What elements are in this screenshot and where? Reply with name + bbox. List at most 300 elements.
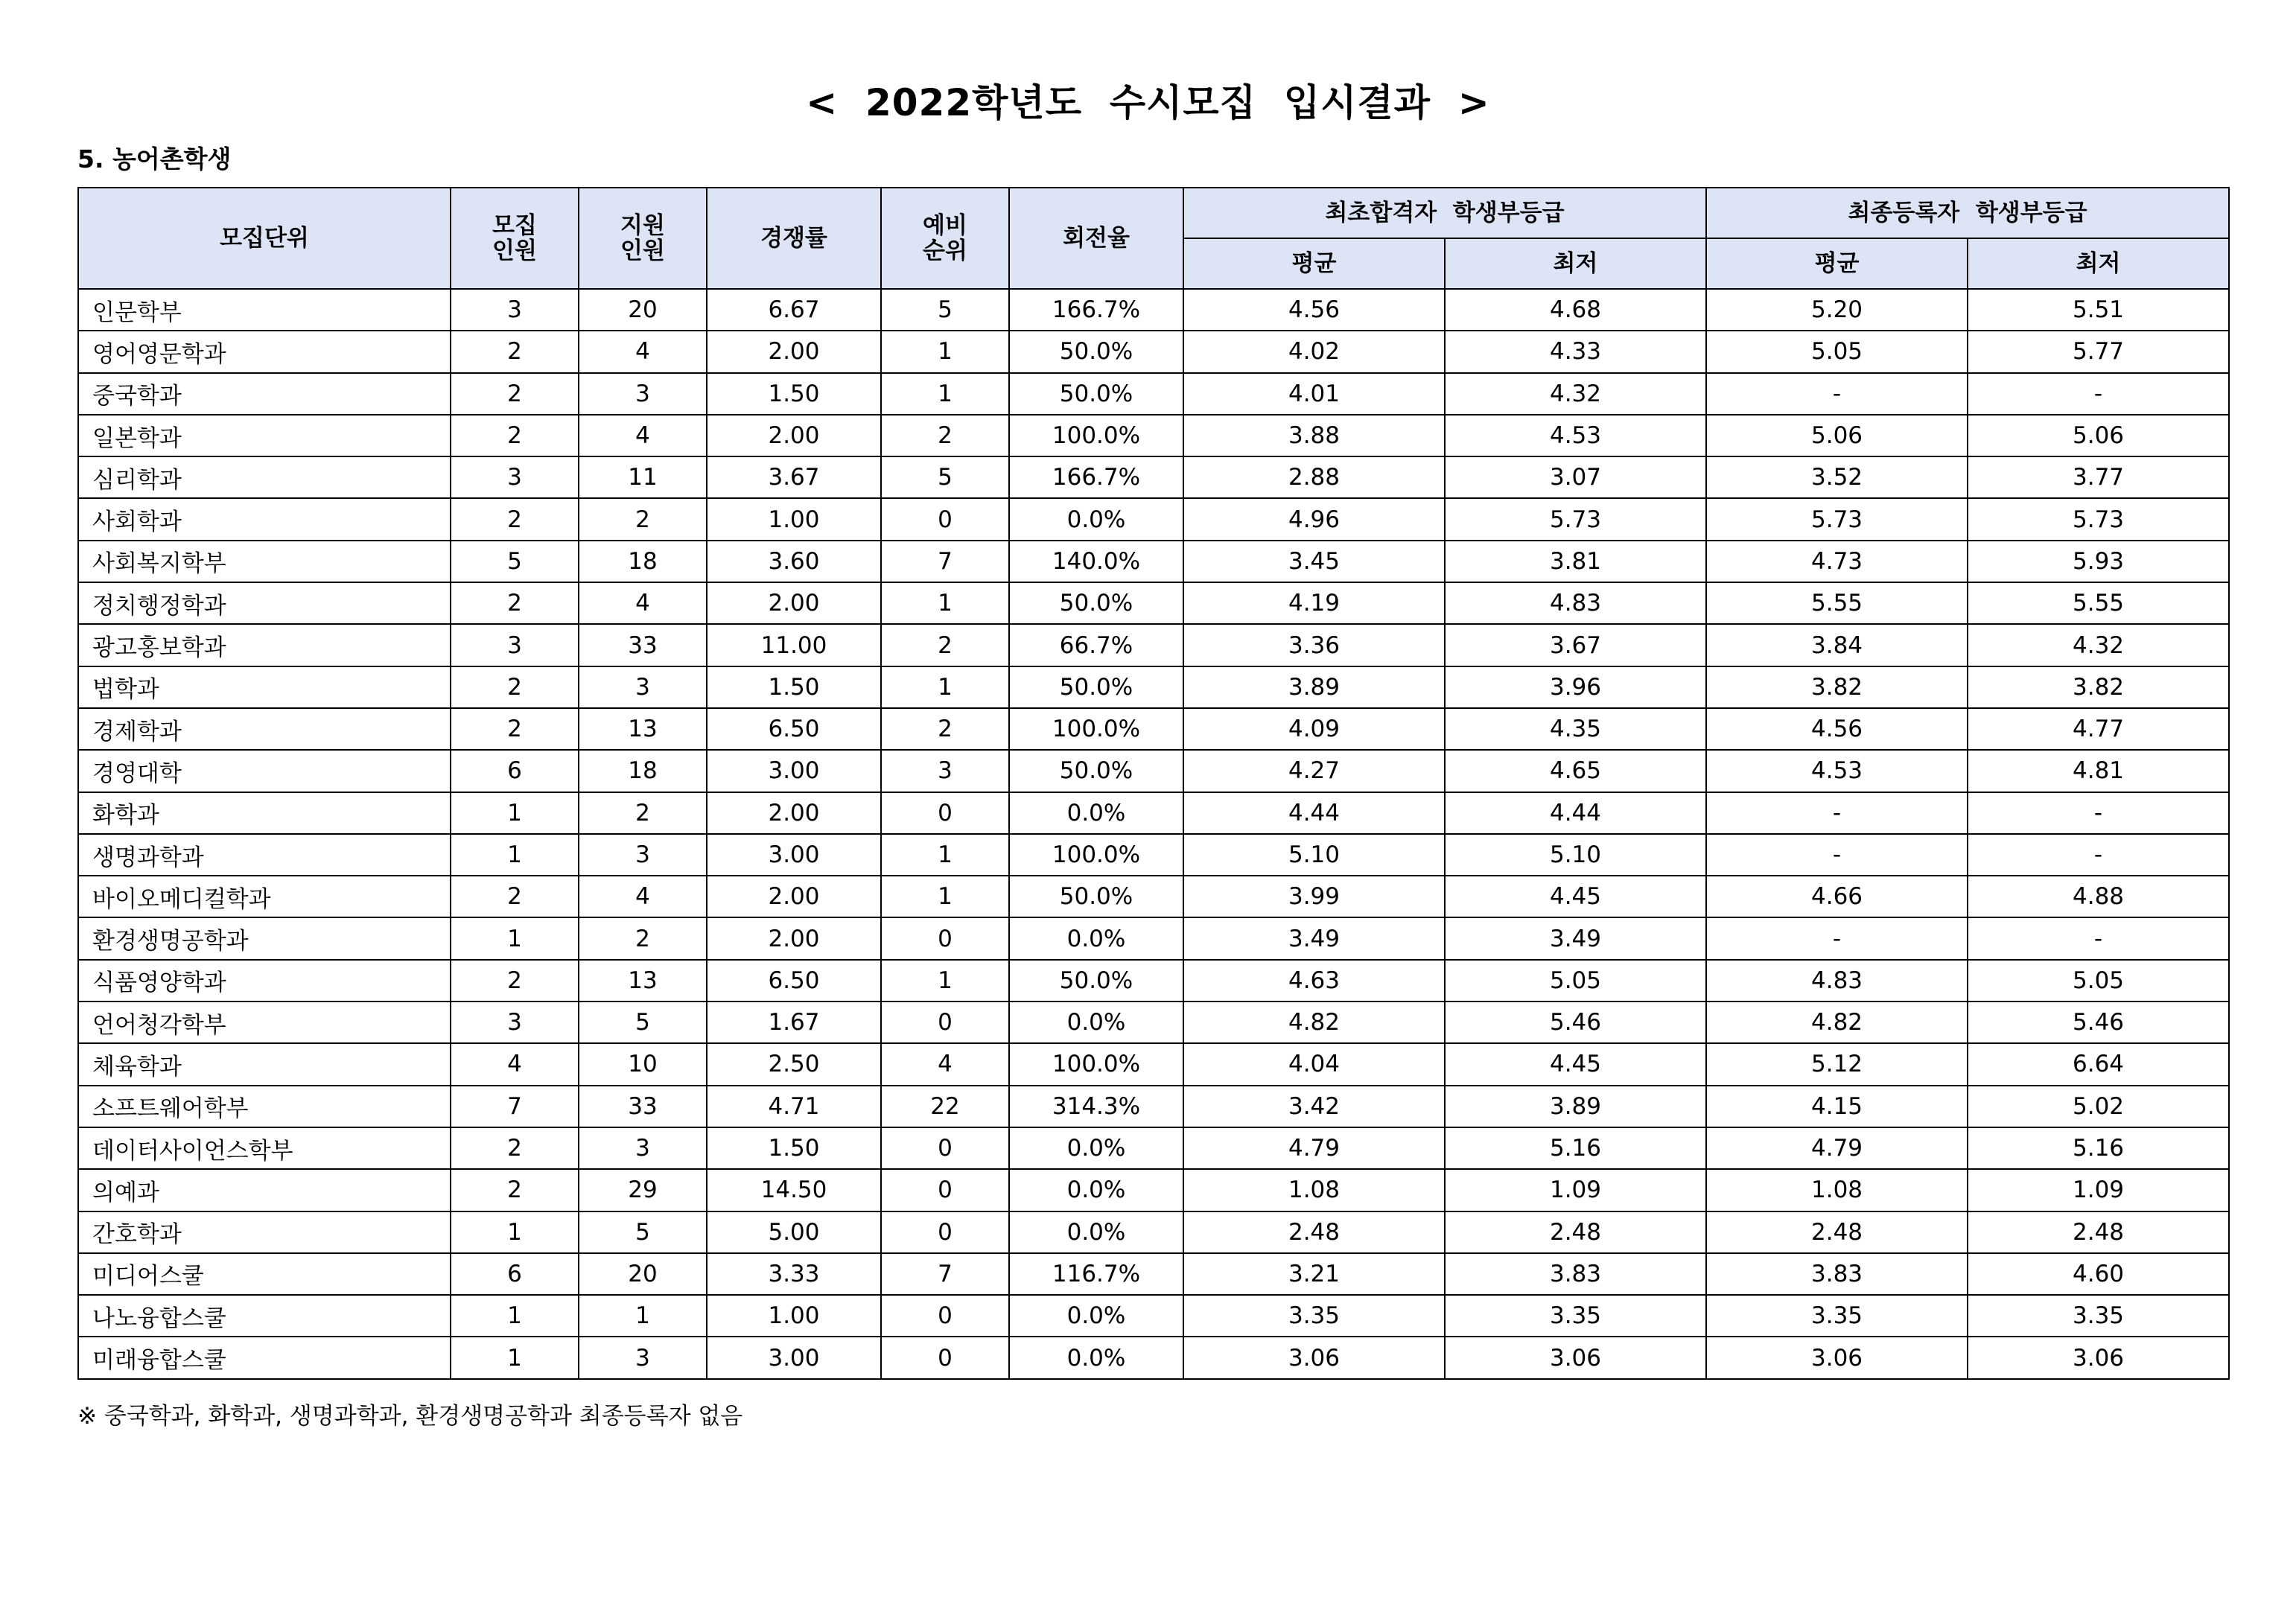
unit-cell: 간호학과 bbox=[78, 1211, 451, 1253]
first-min-cell: 5.10 bbox=[1445, 834, 1706, 876]
header-applicants bbox=[579, 188, 707, 289]
table-row bbox=[78, 415, 2229, 456]
final-min-cell: 5.02 bbox=[1968, 1086, 2229, 1127]
unit-cell: 심리학과 bbox=[78, 456, 451, 498]
applicants-cell: 4 bbox=[579, 331, 707, 372]
first-avg-cell: 3.21 bbox=[1183, 1253, 1445, 1295]
unit-cell: 사회복지학부 bbox=[78, 541, 451, 582]
applicants-cell: 2 bbox=[579, 917, 707, 959]
final-min-cell: - bbox=[1968, 834, 2229, 876]
section-heading: 5. 농어촌학생 bbox=[77, 144, 232, 173]
applicants-cell: 10 bbox=[579, 1043, 707, 1085]
applicants-cell: 18 bbox=[579, 541, 707, 582]
table-row bbox=[78, 960, 2229, 1002]
final-avg-cell: 2.48 bbox=[1706, 1211, 1968, 1253]
first-min-cell: 1.09 bbox=[1445, 1169, 1706, 1211]
turnover-cell: 0.0% bbox=[1009, 792, 1183, 834]
final-avg-cell: 4.56 bbox=[1706, 708, 1968, 750]
first-min-cell: 3.81 bbox=[1445, 541, 1706, 582]
first-min-cell: 3.07 bbox=[1445, 456, 1706, 498]
table-row bbox=[78, 541, 2229, 582]
ratio-cell: 1.50 bbox=[707, 373, 881, 415]
first-avg-cell: 3.45 bbox=[1183, 541, 1445, 582]
first-avg-cell: 5.10 bbox=[1183, 834, 1445, 876]
waitlist-cell: 3 bbox=[881, 750, 1009, 792]
waitlist-cell: 5 bbox=[881, 456, 1009, 498]
ratio-cell: 3.00 bbox=[707, 1337, 881, 1378]
turnover-cell: 140.0% bbox=[1009, 541, 1183, 582]
waitlist-cell: 22 bbox=[881, 1086, 1009, 1127]
waitlist-cell: 1 bbox=[881, 834, 1009, 876]
applicants-cell: 4 bbox=[579, 876, 707, 917]
first-avg-cell: 4.27 bbox=[1183, 750, 1445, 792]
first-avg-cell: 4.09 bbox=[1183, 708, 1445, 750]
first-min-cell: 3.35 bbox=[1445, 1295, 1706, 1337]
table-row bbox=[78, 1253, 2229, 1295]
waitlist-cell: 0 bbox=[881, 1127, 1009, 1169]
table-row bbox=[78, 750, 2229, 792]
header-quota bbox=[451, 188, 579, 289]
first-avg-cell: 3.42 bbox=[1183, 1086, 1445, 1127]
header-turnover: 회전율 bbox=[1009, 188, 1183, 289]
first-min-cell: 4.45 bbox=[1445, 876, 1706, 917]
first-min-cell: 3.89 bbox=[1445, 1086, 1706, 1127]
turnover-cell: 66.7% bbox=[1009, 624, 1183, 666]
final-avg-cell: 5.73 bbox=[1706, 498, 1968, 540]
quota-cell: 2 bbox=[451, 1169, 579, 1211]
first-avg-cell: 3.99 bbox=[1183, 876, 1445, 917]
ratio-cell: 6.67 bbox=[707, 289, 881, 331]
waitlist-cell: 1 bbox=[881, 876, 1009, 917]
applicants-cell: 3 bbox=[579, 1127, 707, 1169]
ratio-cell: 6.50 bbox=[707, 708, 881, 750]
quota-cell: 1 bbox=[451, 1211, 579, 1253]
quota-cell: 5 bbox=[451, 541, 579, 582]
final-min-cell: 5.06 bbox=[1968, 415, 2229, 456]
first-min-cell: 5.05 bbox=[1445, 960, 1706, 1002]
turnover-cell: 166.7% bbox=[1009, 289, 1183, 331]
quota-cell: 2 bbox=[451, 582, 579, 624]
ratio-cell: 2.50 bbox=[707, 1043, 881, 1085]
waitlist-cell: 1 bbox=[881, 666, 1009, 708]
turnover-cell: 50.0% bbox=[1009, 582, 1183, 624]
final-min-cell: 6.64 bbox=[1968, 1043, 2229, 1085]
final-min-cell: - bbox=[1968, 917, 2229, 959]
unit-cell: 정치행정학과 bbox=[78, 582, 451, 624]
final-avg-cell: 4.73 bbox=[1706, 541, 1968, 582]
table-header bbox=[78, 188, 2229, 289]
unit-cell: 소프트웨어학부 bbox=[78, 1086, 451, 1127]
turnover-cell: 166.7% bbox=[1009, 456, 1183, 498]
turnover-cell: 100.0% bbox=[1009, 834, 1183, 876]
final-avg-cell: 4.82 bbox=[1706, 1002, 1968, 1043]
ratio-cell: 3.67 bbox=[707, 456, 881, 498]
waitlist-cell: 5 bbox=[881, 289, 1009, 331]
ratio-cell: 1.50 bbox=[707, 1127, 881, 1169]
applicants-cell: 4 bbox=[579, 415, 707, 456]
table-row bbox=[78, 792, 2229, 834]
final-avg-cell: 5.06 bbox=[1706, 415, 1968, 456]
first-avg-cell: 4.56 bbox=[1183, 289, 1445, 331]
table-row bbox=[78, 1295, 2229, 1337]
applicants-cell: 29 bbox=[579, 1169, 707, 1211]
first-avg-cell: 4.04 bbox=[1183, 1043, 1445, 1085]
final-min-cell: 5.05 bbox=[1968, 960, 2229, 1002]
unit-cell: 식품영양학과 bbox=[78, 960, 451, 1002]
turnover-cell: 50.0% bbox=[1009, 960, 1183, 1002]
applicants-cell: 13 bbox=[579, 708, 707, 750]
final-avg-cell: 3.82 bbox=[1706, 666, 1968, 708]
ratio-cell: 3.00 bbox=[707, 834, 881, 876]
turnover-cell: 0.0% bbox=[1009, 1127, 1183, 1169]
final-min-cell: 3.35 bbox=[1968, 1295, 2229, 1337]
table-row bbox=[78, 582, 2229, 624]
table-row bbox=[78, 373, 2229, 415]
final-avg-cell: 5.20 bbox=[1706, 289, 1968, 331]
waitlist-cell: 1 bbox=[881, 582, 1009, 624]
final-avg-cell: - bbox=[1706, 373, 1968, 415]
first-avg-cell: 3.49 bbox=[1183, 917, 1445, 959]
waitlist-cell: 0 bbox=[881, 917, 1009, 959]
final-min-cell: 4.88 bbox=[1968, 876, 2229, 917]
waitlist-cell: 1 bbox=[881, 960, 1009, 1002]
header-applicants-line2: 인원 bbox=[620, 238, 665, 264]
table-row bbox=[78, 708, 2229, 750]
ratio-cell: 1.00 bbox=[707, 498, 881, 540]
quota-cell: 1 bbox=[451, 834, 579, 876]
first-avg-cell: 3.89 bbox=[1183, 666, 1445, 708]
quota-cell: 7 bbox=[451, 1086, 579, 1127]
unit-cell: 법학과 bbox=[78, 666, 451, 708]
final-avg-cell: 3.35 bbox=[1706, 1295, 1968, 1337]
quota-cell: 1 bbox=[451, 917, 579, 959]
final-avg-cell: 3.06 bbox=[1706, 1337, 1968, 1378]
quota-cell: 2 bbox=[451, 708, 579, 750]
waitlist-cell: 0 bbox=[881, 792, 1009, 834]
final-min-cell: 5.16 bbox=[1968, 1127, 2229, 1169]
quota-cell: 2 bbox=[451, 666, 579, 708]
ratio-cell: 2.00 bbox=[707, 876, 881, 917]
first-min-cell: 3.49 bbox=[1445, 917, 1706, 959]
table-row bbox=[78, 876, 2229, 917]
header-first-group: 최초합격자 학생부등급 bbox=[1183, 188, 1706, 238]
ratio-cell: 3.60 bbox=[707, 541, 881, 582]
ratio-cell: 2.00 bbox=[707, 415, 881, 456]
final-min-cell: 1.09 bbox=[1968, 1169, 2229, 1211]
unit-cell: 의예과 bbox=[78, 1169, 451, 1211]
unit-cell: 경제학과 bbox=[78, 708, 451, 750]
turnover-cell: 50.0% bbox=[1009, 876, 1183, 917]
final-avg-cell: 1.08 bbox=[1706, 1169, 1968, 1211]
first-min-cell: 3.67 bbox=[1445, 624, 1706, 666]
turnover-cell: 0.0% bbox=[1009, 1337, 1183, 1378]
applicants-cell: 3 bbox=[579, 1337, 707, 1378]
quota-cell: 1 bbox=[451, 1337, 579, 1378]
header-quota-line1: 모집 bbox=[492, 212, 537, 239]
table-row bbox=[78, 456, 2229, 498]
unit-cell: 중국학과 bbox=[78, 373, 451, 415]
first-min-cell: 4.53 bbox=[1445, 415, 1706, 456]
quota-cell: 2 bbox=[451, 498, 579, 540]
header-final-avg: 평균 bbox=[1706, 238, 1968, 289]
applicants-cell: 20 bbox=[579, 289, 707, 331]
first-min-cell: 4.65 bbox=[1445, 750, 1706, 792]
quota-cell: 6 bbox=[451, 1253, 579, 1295]
final-min-cell: - bbox=[1968, 792, 2229, 834]
turnover-cell: 116.7% bbox=[1009, 1253, 1183, 1295]
final-min-cell: 5.77 bbox=[1968, 331, 2229, 372]
turnover-cell: 0.0% bbox=[1009, 1002, 1183, 1043]
final-avg-cell: - bbox=[1706, 834, 1968, 876]
first-min-cell: 3.83 bbox=[1445, 1253, 1706, 1295]
first-min-cell: 5.73 bbox=[1445, 498, 1706, 540]
header-waitlist-line2: 순위 bbox=[923, 238, 967, 264]
ratio-cell: 1.00 bbox=[707, 1295, 881, 1337]
final-avg-cell: - bbox=[1706, 792, 1968, 834]
first-avg-cell: 3.88 bbox=[1183, 415, 1445, 456]
final-avg-cell: 4.83 bbox=[1706, 960, 1968, 1002]
final-min-cell: 4.32 bbox=[1968, 624, 2229, 666]
results-table bbox=[77, 187, 2230, 1380]
final-min-cell: 3.82 bbox=[1968, 666, 2229, 708]
ratio-cell: 2.00 bbox=[707, 792, 881, 834]
waitlist-cell: 0 bbox=[881, 1295, 1009, 1337]
unit-cell: 영어영문학과 bbox=[78, 331, 451, 372]
quota-cell: 3 bbox=[451, 1002, 579, 1043]
quota-cell: 6 bbox=[451, 750, 579, 792]
unit-cell: 광고홍보학과 bbox=[78, 624, 451, 666]
page-title: < 2022학년도 수시모집 입시결과 > bbox=[806, 81, 1490, 124]
unit-cell: 바이오메디컬학과 bbox=[78, 876, 451, 917]
final-min-cell: 5.46 bbox=[1968, 1002, 2229, 1043]
final-min-cell: 3.06 bbox=[1968, 1337, 2229, 1378]
applicants-cell: 5 bbox=[579, 1002, 707, 1043]
first-min-cell: 3.96 bbox=[1445, 666, 1706, 708]
turnover-cell: 0.0% bbox=[1009, 1169, 1183, 1211]
turnover-cell: 0.0% bbox=[1009, 917, 1183, 959]
ratio-cell: 3.33 bbox=[707, 1253, 881, 1295]
table-row bbox=[78, 1211, 2229, 1253]
first-min-cell: 3.06 bbox=[1445, 1337, 1706, 1378]
ratio-cell: 11.00 bbox=[707, 624, 881, 666]
table-row bbox=[78, 666, 2229, 708]
waitlist-cell: 7 bbox=[881, 1253, 1009, 1295]
unit-cell: 나노융합스쿨 bbox=[78, 1295, 451, 1337]
final-avg-cell: 5.05 bbox=[1706, 331, 1968, 372]
turnover-cell: 50.0% bbox=[1009, 331, 1183, 372]
waitlist-cell: 0 bbox=[881, 1211, 1009, 1253]
final-avg-cell: - bbox=[1706, 917, 1968, 959]
footnote: ※ 중국학과, 화학과, 생명과학과, 환경생명공학과 최종등록자 없음 bbox=[77, 1403, 743, 1430]
turnover-cell: 50.0% bbox=[1009, 373, 1183, 415]
ratio-cell: 5.00 bbox=[707, 1211, 881, 1253]
final-min-cell: 4.77 bbox=[1968, 708, 2229, 750]
quota-cell: 3 bbox=[451, 624, 579, 666]
first-avg-cell: 4.63 bbox=[1183, 960, 1445, 1002]
header-unit: 모집단위 bbox=[78, 188, 451, 289]
first-avg-cell: 2.48 bbox=[1183, 1211, 1445, 1253]
waitlist-cell: 2 bbox=[881, 708, 1009, 750]
applicants-cell: 1 bbox=[579, 1295, 707, 1337]
waitlist-cell: 1 bbox=[881, 331, 1009, 372]
table-row bbox=[78, 289, 2229, 331]
first-min-cell: 4.68 bbox=[1445, 289, 1706, 331]
first-avg-cell: 4.79 bbox=[1183, 1127, 1445, 1169]
final-avg-cell: 4.15 bbox=[1706, 1086, 1968, 1127]
header-final-group: 최종등록자 학생부등급 bbox=[1706, 188, 2229, 238]
first-min-cell: 5.46 bbox=[1445, 1002, 1706, 1043]
final-avg-cell: 4.53 bbox=[1706, 750, 1968, 792]
unit-cell: 언어청각학부 bbox=[78, 1002, 451, 1043]
waitlist-cell: 0 bbox=[881, 1337, 1009, 1378]
final-avg-cell: 4.66 bbox=[1706, 876, 1968, 917]
unit-cell: 체육학과 bbox=[78, 1043, 451, 1085]
quota-cell: 2 bbox=[451, 960, 579, 1002]
header-waitlist-line1: 예비 bbox=[923, 212, 967, 239]
table-row bbox=[78, 1043, 2229, 1085]
first-min-cell: 4.33 bbox=[1445, 331, 1706, 372]
first-avg-cell: 4.19 bbox=[1183, 582, 1445, 624]
table-row bbox=[78, 917, 2229, 959]
first-avg-cell: 3.36 bbox=[1183, 624, 1445, 666]
waitlist-cell: 1 bbox=[881, 373, 1009, 415]
first-avg-cell: 4.44 bbox=[1183, 792, 1445, 834]
quota-cell: 2 bbox=[451, 876, 579, 917]
turnover-cell: 100.0% bbox=[1009, 415, 1183, 456]
unit-cell: 데이터사이언스학부 bbox=[78, 1127, 451, 1169]
final-avg-cell: 3.83 bbox=[1706, 1253, 1968, 1295]
turnover-cell: 100.0% bbox=[1009, 1043, 1183, 1085]
table-row bbox=[78, 331, 2229, 372]
first-min-cell: 5.16 bbox=[1445, 1127, 1706, 1169]
waitlist-cell: 0 bbox=[881, 1002, 1009, 1043]
final-avg-cell: 3.84 bbox=[1706, 624, 1968, 666]
header-final-min: 최저 bbox=[1968, 238, 2229, 289]
table-row bbox=[78, 624, 2229, 666]
unit-cell: 미디어스쿨 bbox=[78, 1253, 451, 1295]
first-avg-cell: 4.96 bbox=[1183, 498, 1445, 540]
first-min-cell: 4.44 bbox=[1445, 792, 1706, 834]
first-avg-cell: 3.06 bbox=[1183, 1337, 1445, 1378]
ratio-cell: 2.00 bbox=[707, 917, 881, 959]
final-min-cell: 5.93 bbox=[1968, 541, 2229, 582]
turnover-cell: 0.0% bbox=[1009, 1295, 1183, 1337]
applicants-cell: 2 bbox=[579, 792, 707, 834]
final-min-cell: 2.48 bbox=[1968, 1211, 2229, 1253]
final-min-cell: 4.60 bbox=[1968, 1253, 2229, 1295]
applicants-cell: 13 bbox=[579, 960, 707, 1002]
quota-cell: 3 bbox=[451, 289, 579, 331]
ratio-cell: 2.00 bbox=[707, 331, 881, 372]
ratio-cell: 6.50 bbox=[707, 960, 881, 1002]
final-min-cell: 5.51 bbox=[1968, 289, 2229, 331]
final-avg-cell: 5.55 bbox=[1706, 582, 1968, 624]
unit-cell: 화학과 bbox=[78, 792, 451, 834]
waitlist-cell: 7 bbox=[881, 541, 1009, 582]
table-row bbox=[78, 1127, 2229, 1169]
table-row bbox=[78, 834, 2229, 876]
ratio-cell: 1.50 bbox=[707, 666, 881, 708]
first-min-cell: 4.32 bbox=[1445, 373, 1706, 415]
first-avg-cell: 4.01 bbox=[1183, 373, 1445, 415]
unit-cell: 경영대학 bbox=[78, 750, 451, 792]
waitlist-cell: 0 bbox=[881, 498, 1009, 540]
applicants-cell: 33 bbox=[579, 624, 707, 666]
final-avg-cell: 3.52 bbox=[1706, 456, 1968, 498]
turnover-cell: 50.0% bbox=[1009, 750, 1183, 792]
applicants-cell: 11 bbox=[579, 456, 707, 498]
first-avg-cell: 4.02 bbox=[1183, 331, 1445, 372]
quota-cell: 2 bbox=[451, 373, 579, 415]
turnover-cell: 100.0% bbox=[1009, 708, 1183, 750]
header-first-min: 최저 bbox=[1445, 238, 1706, 289]
first-avg-cell: 2.88 bbox=[1183, 456, 1445, 498]
first-avg-cell: 3.35 bbox=[1183, 1295, 1445, 1337]
table-row bbox=[78, 1337, 2229, 1378]
quota-cell: 2 bbox=[451, 415, 579, 456]
turnover-cell: 0.0% bbox=[1009, 1211, 1183, 1253]
turnover-cell: 314.3% bbox=[1009, 1086, 1183, 1127]
unit-cell: 미래융합스쿨 bbox=[78, 1337, 451, 1378]
header-ratio: 경쟁률 bbox=[707, 188, 881, 289]
ratio-cell: 2.00 bbox=[707, 582, 881, 624]
unit-cell: 사회학과 bbox=[78, 498, 451, 540]
final-avg-cell: 5.12 bbox=[1706, 1043, 1968, 1085]
header-applicants-line1: 지원 bbox=[620, 212, 665, 239]
header-first-avg: 평균 bbox=[1183, 238, 1445, 289]
waitlist-cell: 0 bbox=[881, 1169, 1009, 1211]
ratio-cell: 4.71 bbox=[707, 1086, 881, 1127]
waitlist-cell: 2 bbox=[881, 624, 1009, 666]
waitlist-cell: 4 bbox=[881, 1043, 1009, 1085]
quota-cell: 2 bbox=[451, 331, 579, 372]
quota-cell: 1 bbox=[451, 792, 579, 834]
table-row bbox=[78, 1169, 2229, 1211]
first-min-cell: 2.48 bbox=[1445, 1211, 1706, 1253]
final-min-cell: 3.77 bbox=[1968, 456, 2229, 498]
quota-cell: 1 bbox=[451, 1295, 579, 1337]
first-min-cell: 4.83 bbox=[1445, 582, 1706, 624]
ratio-cell: 14.50 bbox=[707, 1169, 881, 1211]
unit-cell: 인문학부 bbox=[78, 289, 451, 331]
first-avg-cell: 4.82 bbox=[1183, 1002, 1445, 1043]
ratio-cell: 1.67 bbox=[707, 1002, 881, 1043]
applicants-cell: 3 bbox=[579, 834, 707, 876]
table-body bbox=[78, 289, 2229, 1379]
final-min-cell: - bbox=[1968, 373, 2229, 415]
turnover-cell: 50.0% bbox=[1009, 666, 1183, 708]
first-min-cell: 4.35 bbox=[1445, 708, 1706, 750]
unit-cell: 환경생명공학과 bbox=[78, 917, 451, 959]
table-row bbox=[78, 1002, 2229, 1043]
waitlist-cell: 2 bbox=[881, 415, 1009, 456]
quota-cell: 4 bbox=[451, 1043, 579, 1085]
unit-cell: 생명과학과 bbox=[78, 834, 451, 876]
applicants-cell: 3 bbox=[579, 666, 707, 708]
final-min-cell: 5.73 bbox=[1968, 498, 2229, 540]
unit-cell: 일본학과 bbox=[78, 415, 451, 456]
first-min-cell: 4.45 bbox=[1445, 1043, 1706, 1085]
header-quota-line2: 인원 bbox=[492, 238, 537, 264]
applicants-cell: 20 bbox=[579, 1253, 707, 1295]
header-waitlist bbox=[881, 188, 1009, 289]
quota-cell: 2 bbox=[451, 1127, 579, 1169]
applicants-cell: 5 bbox=[579, 1211, 707, 1253]
applicants-cell: 4 bbox=[579, 582, 707, 624]
table-row bbox=[78, 1086, 2229, 1127]
final-min-cell: 5.55 bbox=[1968, 582, 2229, 624]
final-min-cell: 4.81 bbox=[1968, 750, 2229, 792]
